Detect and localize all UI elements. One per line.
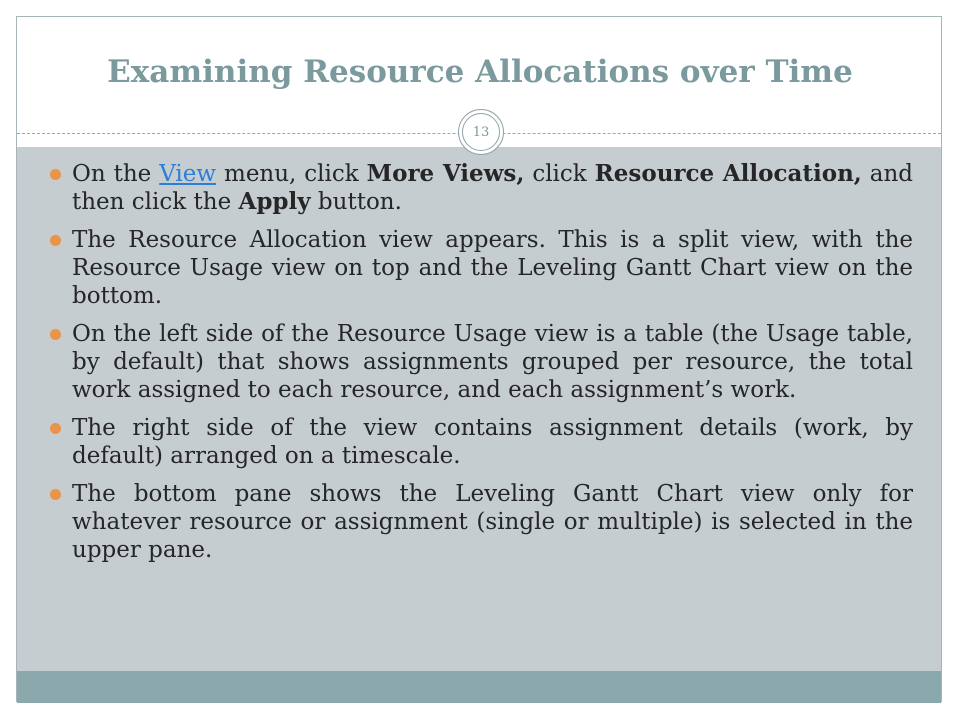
bullet-dot-icon xyxy=(50,489,61,500)
bullet-text-part: click xyxy=(524,161,595,187)
bullet-list xyxy=(50,160,913,574)
bullet-item xyxy=(50,480,913,564)
bullet-item xyxy=(50,226,913,310)
more-views-label: More Views, xyxy=(366,160,525,187)
bullet-text: The right side of the view contains assignment details (work, by default) arranged on a timescale. xyxy=(72,415,913,469)
bullet-item xyxy=(50,414,913,470)
slide-number: 13 xyxy=(472,124,490,140)
bullet-text: On the left side of the Resource Usage view is a table (the Usage table, by default) that shows assignments grouped per resource, the total work assigned to each resource, and each assignment’s work. xyxy=(72,321,913,403)
bullet-text: The bottom pane shows the Leveling Gantt Chart view only for whatever resource or assignment (single or multiple) is selected in the upper pane. xyxy=(72,481,913,563)
slide-title: Examining Resource Allocations over Time xyxy=(107,54,853,90)
bullet-text-part: button. xyxy=(310,189,402,215)
bullet-text-part: menu, click xyxy=(216,161,367,187)
bullet-dot-icon xyxy=(50,423,61,434)
view-menu-link[interactable]: View xyxy=(159,161,217,187)
apply-label: Apply xyxy=(238,188,311,215)
bullet-text: The Resource Allocation view appears. This is a split view, with the Resource Usage view on top and the Leveling Gantt Chart view on the bottom. xyxy=(72,227,913,309)
bullet-item xyxy=(50,160,913,216)
footer-band xyxy=(17,671,941,703)
resource-allocation-label: Resource Allocation, xyxy=(594,160,862,187)
bullet-dot-icon xyxy=(50,235,61,246)
bullet-item xyxy=(50,320,913,404)
bullet-text-part: On the xyxy=(72,161,160,187)
slide-number-badge xyxy=(458,109,504,155)
bullet-dot-icon xyxy=(50,169,61,180)
bullet-dot-icon xyxy=(50,329,61,340)
bullet-text xyxy=(72,161,913,215)
bullet-text-part: and then click the xyxy=(72,161,913,215)
